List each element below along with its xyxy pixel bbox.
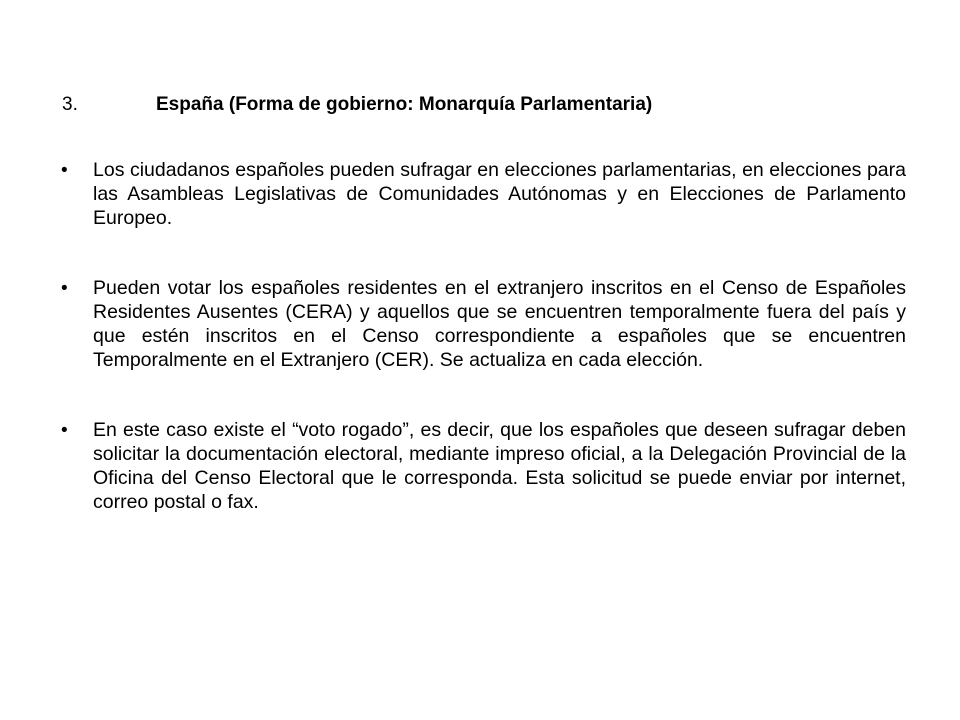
section-number: 3. [62,94,78,115]
bullet-item-who-can-vote [61,276,906,372]
bullet-item-voto-rogado [61,418,906,514]
bullet-text: Pueden votar los españoles residentes en el extranjero inscritos en el Censo de Españoles Residentes Ausentes (CERA) y aquellos que se encuentren temporalmente fuera del país y que estén inscritos en el Censo correspondiente a españoles que se encuentren Temporalmente en el Extranjero (CER). Se actualiza en cada elección. [93,277,906,371]
bullet-text: Los ciudadanos españoles pueden sufragar en elecciones parlamentarias, en elecciones para las Asambleas Legislativas de Comunidades Autónomas y en Elecciones de Parlamento Europeo. [93,159,906,229]
bullet-list [61,158,906,560]
section-heading [62,92,652,118]
bullet-icon: • [61,160,68,181]
bullet-text: En este caso existe el “voto rogado”, es decir, que los españoles que deseen sufragar deben solicitar la documentación electoral, mediante impreso oficial, a la Delegación Provincial de la Oficina del Censo Electoral que le corresponda. Esta solicitud se puede enviar por internet, correo postal o fax. [93,419,906,513]
bullet-icon: • [61,420,68,441]
bullet-icon: • [61,278,68,299]
bullet-item-voting-elections [61,158,906,230]
section-title: España (Forma de gobierno: Monarquía Parlamentaria) [156,94,653,115]
